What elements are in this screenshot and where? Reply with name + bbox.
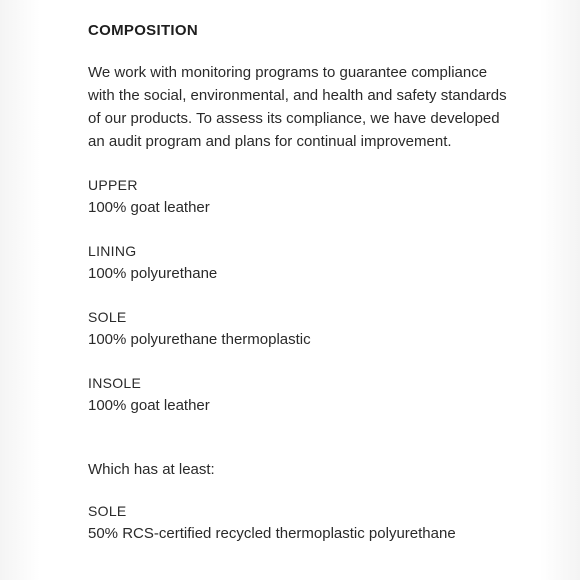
material-value: 100% polyurethane thermoplastic [88,331,311,348]
material-label: UPPER [88,177,138,193]
material-lining [88,241,508,285]
material-value: 100% goat leather [88,397,210,414]
material-label: INSOLE [88,375,142,391]
composition-title: COMPOSITION [88,22,198,39]
compliance-description: We work with monitoring programs to guarantee compliance with the social, environmental, and health and safety standards of our products. To assess its compliance, we have developed an audit program and plans for continual improvement. [88,64,507,150]
recycled-value: 50% RCS-certified recycled thermoplastic polyurethane [88,525,456,542]
material-value: 100% polyurethane [88,265,218,282]
recycled-note: Which has at least: [88,461,215,478]
material-insole [88,373,508,417]
composition-panel [88,21,508,545]
recycled-sole [88,501,508,545]
material-value: 100% goat leather [88,199,210,216]
recycled-label: SOLE [88,503,127,519]
material-label: SOLE [88,309,127,325]
material-upper [88,175,508,219]
material-label: LINING [88,243,137,259]
material-sole [88,307,508,351]
